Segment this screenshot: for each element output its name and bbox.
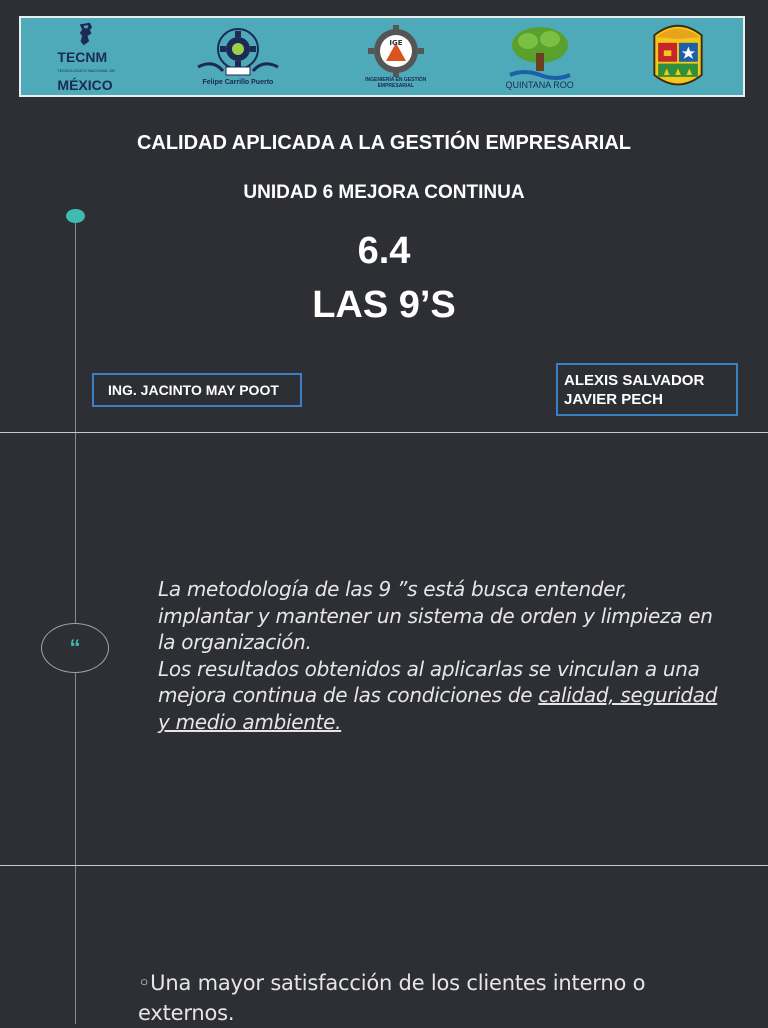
ige-caption: INGENIERÍA EN GESTIÓN EMPRESARIAL bbox=[365, 76, 427, 89]
itfcp-caption: Felipe Carrillo Puerto bbox=[202, 78, 274, 86]
ige-logo bbox=[361, 22, 431, 92]
tecnm-subtitle: TECNOLÓGICO NACIONAL DE bbox=[57, 67, 116, 73]
teacher-name: ING. JACINTO MAY POOT bbox=[108, 382, 279, 398]
teacher-box bbox=[92, 373, 302, 407]
section-divider-bottom bbox=[0, 865, 768, 866]
timeline-dot bbox=[66, 209, 85, 223]
quote-text bbox=[158, 576, 718, 736]
logo-banner bbox=[19, 16, 745, 97]
quote-mark-icon: “ bbox=[69, 635, 81, 660]
course-title: CALIDAD APLICADA A LA GESTIÓN EMPRESARIAL bbox=[136, 132, 632, 154]
student-name-line2: JAVIER PECH bbox=[564, 391, 663, 408]
quote-mark-badge bbox=[41, 623, 109, 673]
gear-emblem-icon bbox=[188, 27, 288, 79]
ceiba-tree-icon bbox=[504, 25, 576, 81]
tecnm-country: MÉXICO bbox=[57, 76, 113, 93]
benefit-bullet: ◦Una mayor satisfacción de los clientes interno o externos. bbox=[138, 971, 646, 1025]
student-name-line1: ALEXIS SALVADOR bbox=[564, 372, 705, 389]
quote-paragraph-2 bbox=[158, 656, 718, 736]
itfcp-logo bbox=[188, 22, 288, 92]
section-title: LAS 9’S bbox=[312, 284, 456, 326]
timeline-line bbox=[75, 216, 76, 1024]
ige-gear-icon bbox=[368, 25, 424, 77]
quote-paragraph-1: La metodología de las 9 ”s está busca entender, implantar y mantener un sistema de orden y limpieza en la organización. bbox=[158, 577, 713, 655]
tecnm-logo bbox=[57, 22, 115, 92]
unit-title: UNIDAD 6 MEJORA CONTINUA bbox=[243, 182, 525, 203]
quintana-roo-caption: QUINTANA ROO bbox=[505, 79, 574, 90]
tecnm-name: TECNM bbox=[57, 48, 108, 65]
ige-badge-text: IGE bbox=[389, 38, 403, 47]
student-box bbox=[556, 363, 738, 416]
quality-link[interactable]: calidad, seguridad y medio ambiente. bbox=[158, 683, 718, 734]
coat-of-arms-icon bbox=[649, 22, 707, 92]
qroo-shield-logo bbox=[649, 22, 707, 92]
eagle-head-icon bbox=[66, 22, 106, 46]
quote-paragraph-2-lead: Los resultados obtenidos al aplicarlas se vinculan a una mejora continua de las condiciones de bbox=[158, 656, 700, 708]
quintana-roo-logo bbox=[504, 22, 576, 92]
section-number: 6.4 bbox=[357, 230, 411, 272]
section-divider-top bbox=[0, 432, 768, 433]
